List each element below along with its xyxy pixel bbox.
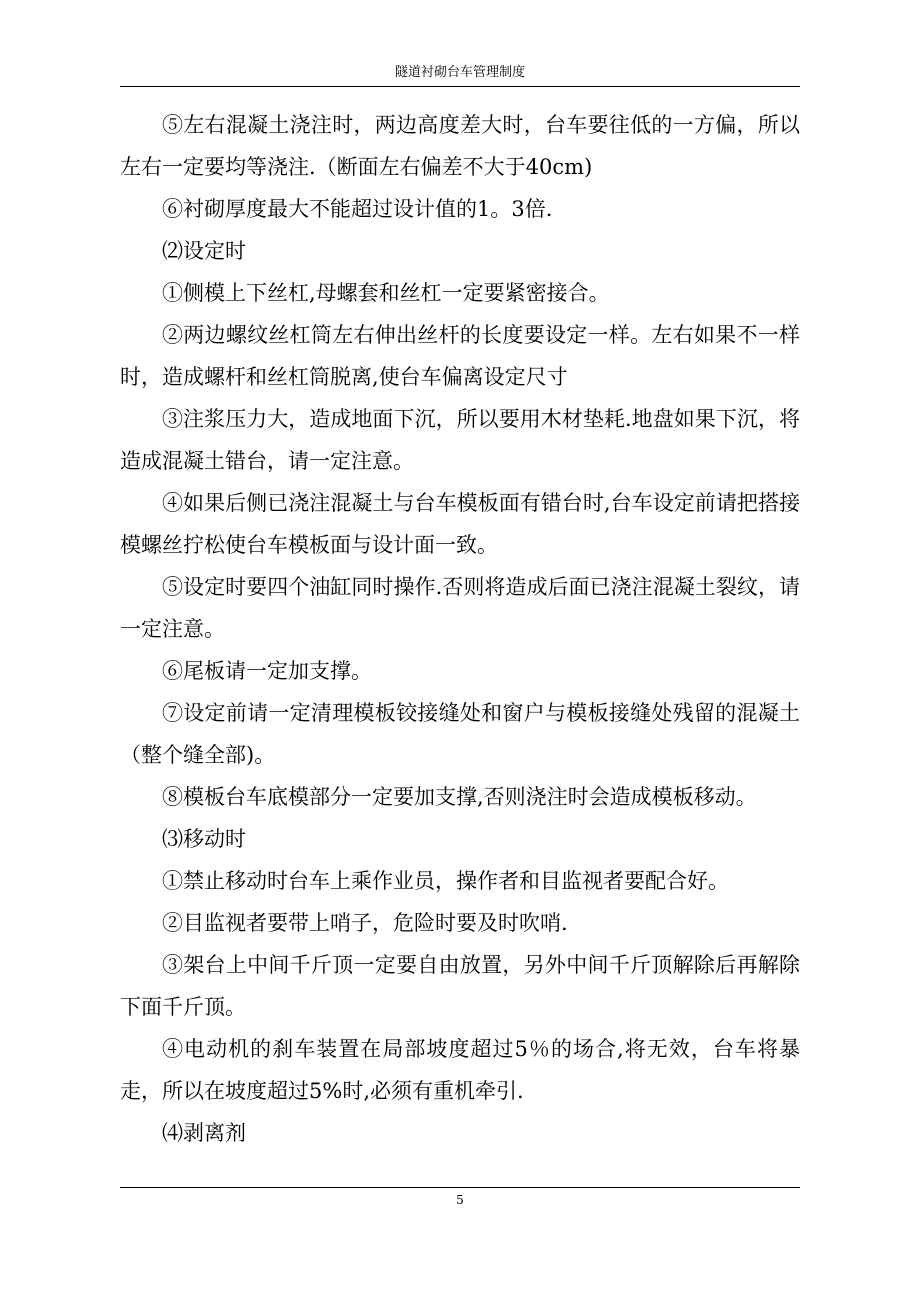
paragraph: ④如果后侧已浇注混凝土与台车模板面有错台时,台车设定前请把搭接模螺丝拧松使台车模板面与设计面一致。 bbox=[120, 491, 800, 557]
paragraph: ③注浆压力大，造成地面下沉，所以要用木材垫耗.地盘如果下沉，将造成混凝土错台，请一定注意。 bbox=[120, 407, 800, 473]
paragraph: ⑥尾板请一定加支撑。 bbox=[162, 659, 372, 683]
footer-divider bbox=[120, 1187, 800, 1188]
header-divider bbox=[120, 86, 800, 87]
paragraph: ⑥衬砌厚度最大不能超过设计值的1。3倍. bbox=[162, 197, 553, 221]
section-heading: ⑶移动时 bbox=[162, 827, 246, 851]
document-body bbox=[120, 104, 800, 1154]
paragraph: ⑤设定时要四个油缸同时操作.否则将造成后面已浇注混凝土裂纹，请一定注意。 bbox=[120, 575, 800, 641]
section-heading: ⑷剥离剂 bbox=[162, 1121, 246, 1145]
header-title: 隧道衬砌台车管理制度 bbox=[394, 65, 525, 80]
page-number: 5 bbox=[456, 1193, 464, 1207]
paragraph: ①侧模上下丝杠,母螺套和丝杠一定要紧密接合。 bbox=[162, 281, 610, 305]
paragraph: ⑤左右混凝土浇注时，两边高度差大时，台车要往低的一方偏，所以左右一定要均等浇注.（断面左右偏差不大于40cm) bbox=[120, 113, 800, 179]
section-heading: ⑵设定时 bbox=[162, 239, 246, 263]
paragraph: ④电动机的刹车装置在局部坡度超过5％的场合,将无效，台车将暴走，所以在坡度超过5%时,必须有重机牵引. bbox=[120, 1037, 800, 1103]
paragraph: ⑦设定前请一定清理模板铰接缝处和窗户与模板接缝处残留的混凝土（整个缝全部)。 bbox=[120, 701, 800, 767]
paragraph: ②两边螺纹丝杠筒左右伸出丝杆的长度要设定一样。左右如果不一样时，造成螺杆和丝杠筒脱离,使台车偏离设定尺寸 bbox=[120, 323, 800, 389]
paragraph: ⑧模板台车底模部分一定要加支撑,否则浇注时会造成模板移动。 bbox=[162, 785, 757, 809]
paragraph: ①禁止移动时台车上乘作业员，操作者和目监视者要配合好。 bbox=[162, 869, 729, 893]
paragraph: ②目监视者要带上哨子，危险时要及时吹哨. bbox=[162, 911, 568, 935]
paragraph: ③架台上中间千斤顶一定要自由放置，另外中间千斤顶解除后再解除下面千斤顶。 bbox=[120, 953, 800, 1019]
